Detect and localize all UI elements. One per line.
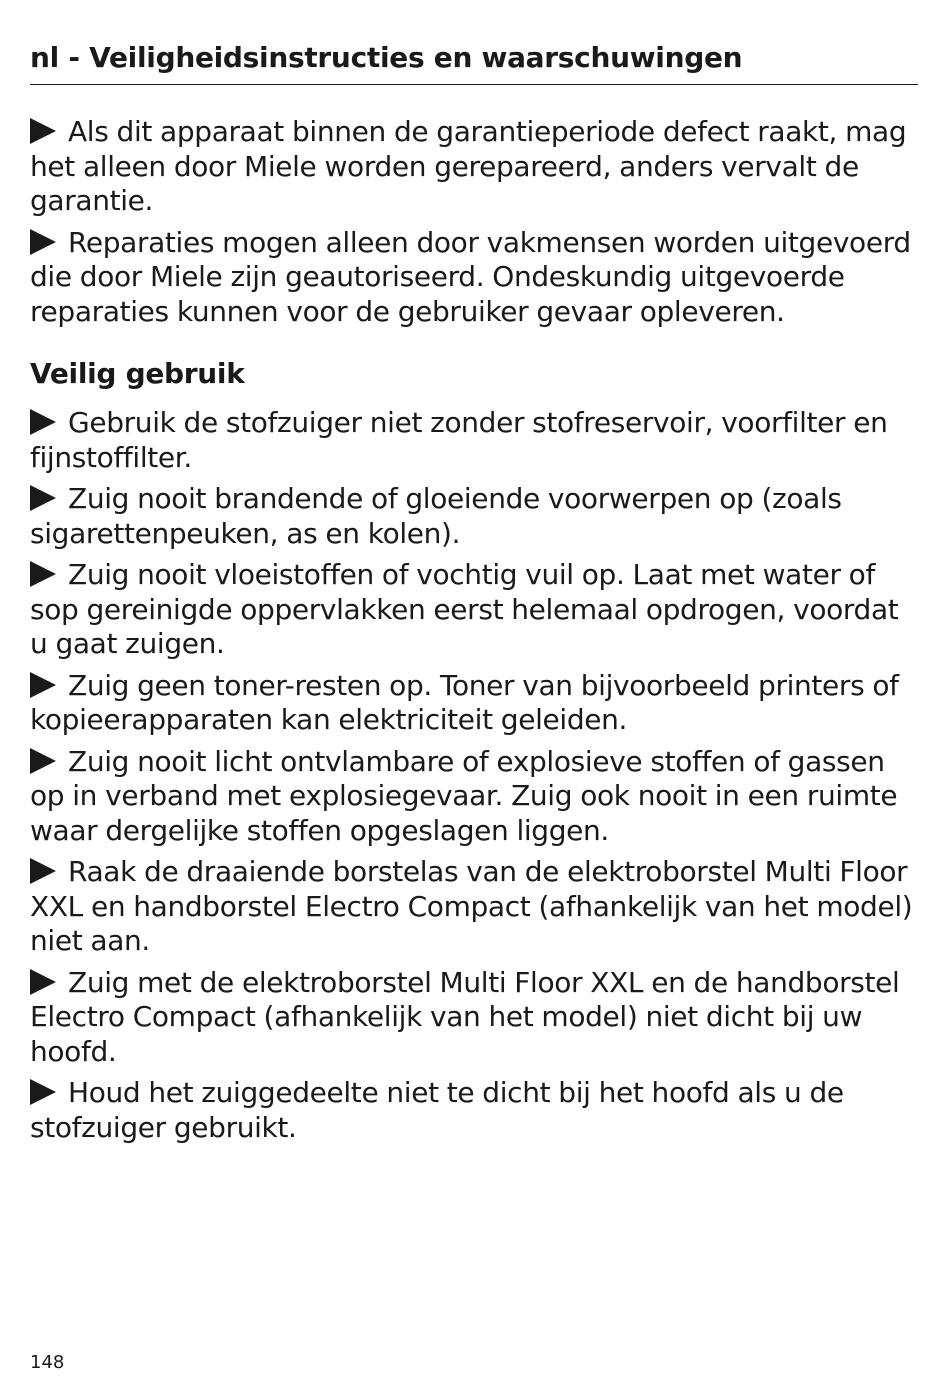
warning-text: Reparaties mogen alleen door vakmensen worden uitgevoerd die door Miele zijn geautoriseerd. Ondeskundig uitgevoerde reparaties kunnen voor de gebruiker gevaar opleveren. [30,225,911,328]
warning-text: Gebruik de stofzuiger niet zonder stofreservoir, voorfilter en fijnstoffilter. [30,406,888,474]
warning-text: Raak de draaiende borstelas van de elektroborstel Multi Floor XXL en handborstel Electro Compact (afhankelijk van het model) niet aan. [30,855,913,957]
warning-text: Als dit apparaat binnen de garantieperiode defect raakt, mag het alleen door Miele worden gerepareerd, anders vervalt de garantie. [30,115,907,217]
warning-text: Zuig geen toner-resten op. Toner van bijvoorbeeld printers of kopieerapparaten kan elektriciteit geleiden. [30,668,899,736]
warning-text: Zuig met de elektroborstel Multi Floor XXL en de handborstel Electro Compact (afhankelijk van het model) niet dicht bij uw hoofd. [30,965,900,1068]
warning-text: Zuig nooit licht ontvlambare of explosieve stoffen of gassen op in verband met explosiegevaar. Zuig ook nooit in een ruimte waar dergelijke stoffen opgeslagen liggen. [30,744,898,847]
warning-item [30,669,920,738]
triangle-bullet-icon [30,969,56,995]
triangle-bullet-icon [30,118,56,144]
warning-item [30,966,920,1070]
triangle-bullet-icon [30,229,56,255]
triangle-bullet-icon [30,748,56,774]
warning-item [30,406,920,475]
triangle-bullet-icon [30,858,56,884]
warning-item [30,115,920,219]
warning-item [30,745,920,849]
triangle-bullet-icon [30,1079,56,1105]
warning-item [30,226,920,330]
triangle-bullet-icon [30,409,56,435]
warning-item [30,1076,920,1145]
warning-item [30,558,920,662]
triangle-bullet-icon [30,672,56,698]
page-header [30,38,918,85]
document-body [30,115,920,1152]
warning-item [30,482,920,551]
triangle-bullet-icon [30,561,56,587]
warning-text: Houd het zuiggedeelte niet te dicht bij het hoofd als u de stofzuiger gebruikt. [30,1076,844,1144]
page-number: 148 [30,1352,65,1373]
warning-text: Zuig nooit vloeistoffen of vochtig vuil op. Laat met water of sop gereinigde oppervlakken eerst helemaal opdrogen, voordat u gaat zuigen. [30,558,899,660]
warning-text: Zuig nooit brandende of gloeiende voorwerpen op (zoals sigarettenpeuken, as en kolen). [30,482,842,550]
section-heading: Veilig gebruik [30,357,245,390]
warning-item [30,855,920,959]
page-title: nl - Veiligheidsinstructies en waarschuwingen [30,41,743,74]
triangle-bullet-icon [30,485,56,511]
